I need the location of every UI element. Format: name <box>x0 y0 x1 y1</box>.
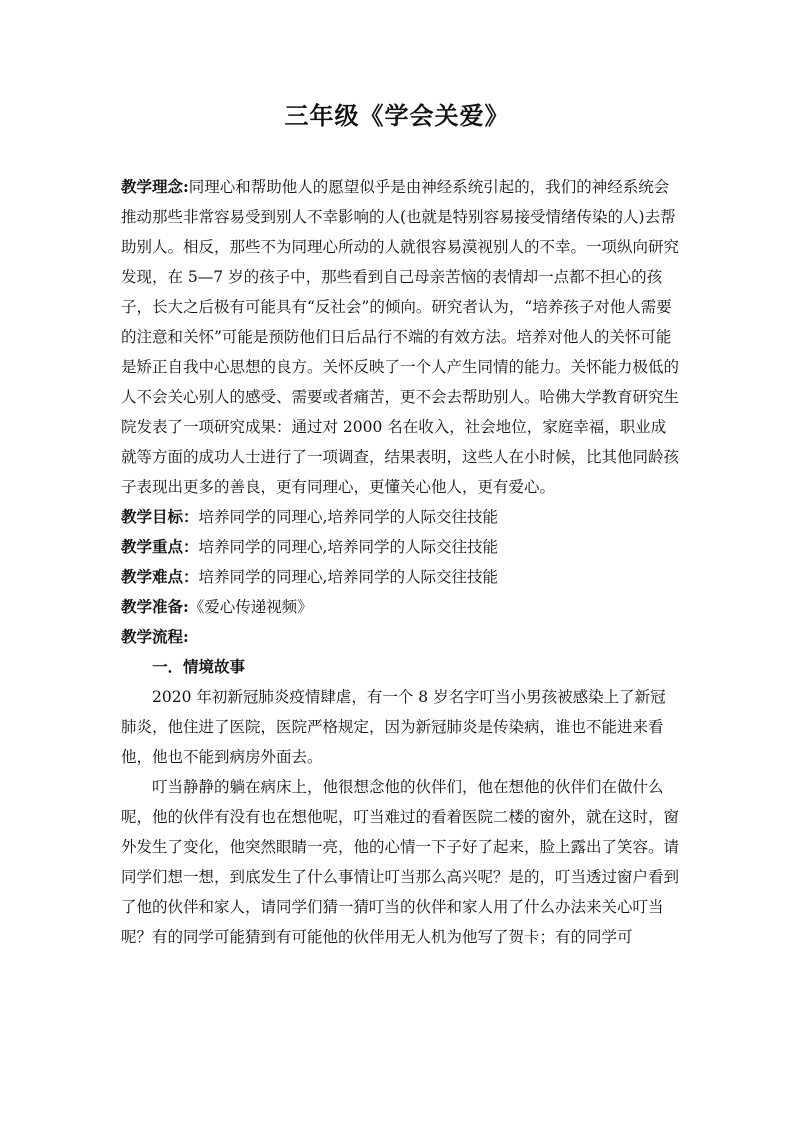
document-body <box>121 172 681 952</box>
process-label: 教学流程: <box>121 627 189 646</box>
section1-heading: 一．情境故事 <box>152 657 246 676</box>
preparation-label: 教学准备: <box>121 597 189 616</box>
section1-paragraph-1: 2020 年初新冠肺炎疫情肆虐，有一个 8 岁名字叮当小男孩被感染上了新冠肺炎，他住进了医院，医院严格规定，因为新冠肺炎是传染病，谁也不能进来看他，他也不能到病房外面去。 <box>121 688 666 766</box>
document-title: 三年级《学会关爱》 <box>284 101 510 130</box>
key-point-text: 培养同学的同理心,培养同学的人际交往技能 <box>198 538 498 556</box>
preparation-text: 《爱心传递视频》 <box>188 598 313 616</box>
difficulty-label: 教学难点： <box>121 567 199 586</box>
difficulty-text: 培养同学的同理心,培养同学的人际交往技能 <box>198 568 498 586</box>
philosophy-text: 同理心和帮助他人的愿望似乎是由神经系统引起的，我们的神经系统会推动那些非常容易受到别人不幸影响的人(也就是特别容易接受情绪传染的人)去帮助别人。相反，那些不为同理心所动的人就很容易漠视别人的不幸。一项纵向研究发现，在 5—7 岁的孩子中，那些看到自己母亲苦恼的表情却一点都不担心的孩子，长大之后极有可能具有“反社会”的倾向。研究者认为，“培养孩子对他人需要的注意和关怀”可能是预防他们日后品行不端的有效方法。培养对他人的关怀可能是矫正自我中心思想的良方。关怀反映了一个人产生同情的能力。关怀能力极低的人不会关心别人的感受、需要或者痛苦，更不会去帮助别人。哈佛大学教育研究生院发表了一项研究成果：通过对 2000 名在收入，社会地位，家庭幸福，职业成就等方面的成功人士进行了一项调查，结果表明，这些人在小时候，比其他同龄孩子表现出更多的善良，更有同理心，更懂关心他人，更有爱心。 <box>121 178 680 496</box>
difficulty-line <box>121 562 681 592</box>
goal-line <box>121 502 681 532</box>
key-point-label: 教学重点： <box>121 537 199 556</box>
process-line <box>121 622 681 652</box>
goal-label: 教学目标： <box>121 507 199 526</box>
section1-paragraph-2: 叮当静静的躺在病床上，他很想念他的伙伴们，他在想他的伙伴们在做什么呢，他的伙伴有没有也在想他呢，叮当难过的看着医院二楼的窗外，就在这时，窗外发生了变化，他突然眼睛一亮，他的心情一下子好了起来，脸上露出了笑容。请同学们想一想，到底发生了什么事情让叮当那么高兴呢？是的，叮当透过窗户看到了他的伙伴和家人，请同学们猜一猜叮当的伙伴和家人用了什么办法来关心叮当呢？有的同学可能猜到有可能他的伙伴用无人机为他写了贺卡；有的同学可 <box>121 778 680 946</box>
goal-text: 培养同学的同理心,培养同学的人际交往技能 <box>198 508 498 526</box>
key-point-line <box>121 532 681 562</box>
philosophy-label: 教学理念: <box>121 177 189 196</box>
preparation-line <box>121 592 681 622</box>
philosophy-paragraph <box>121 172 681 502</box>
